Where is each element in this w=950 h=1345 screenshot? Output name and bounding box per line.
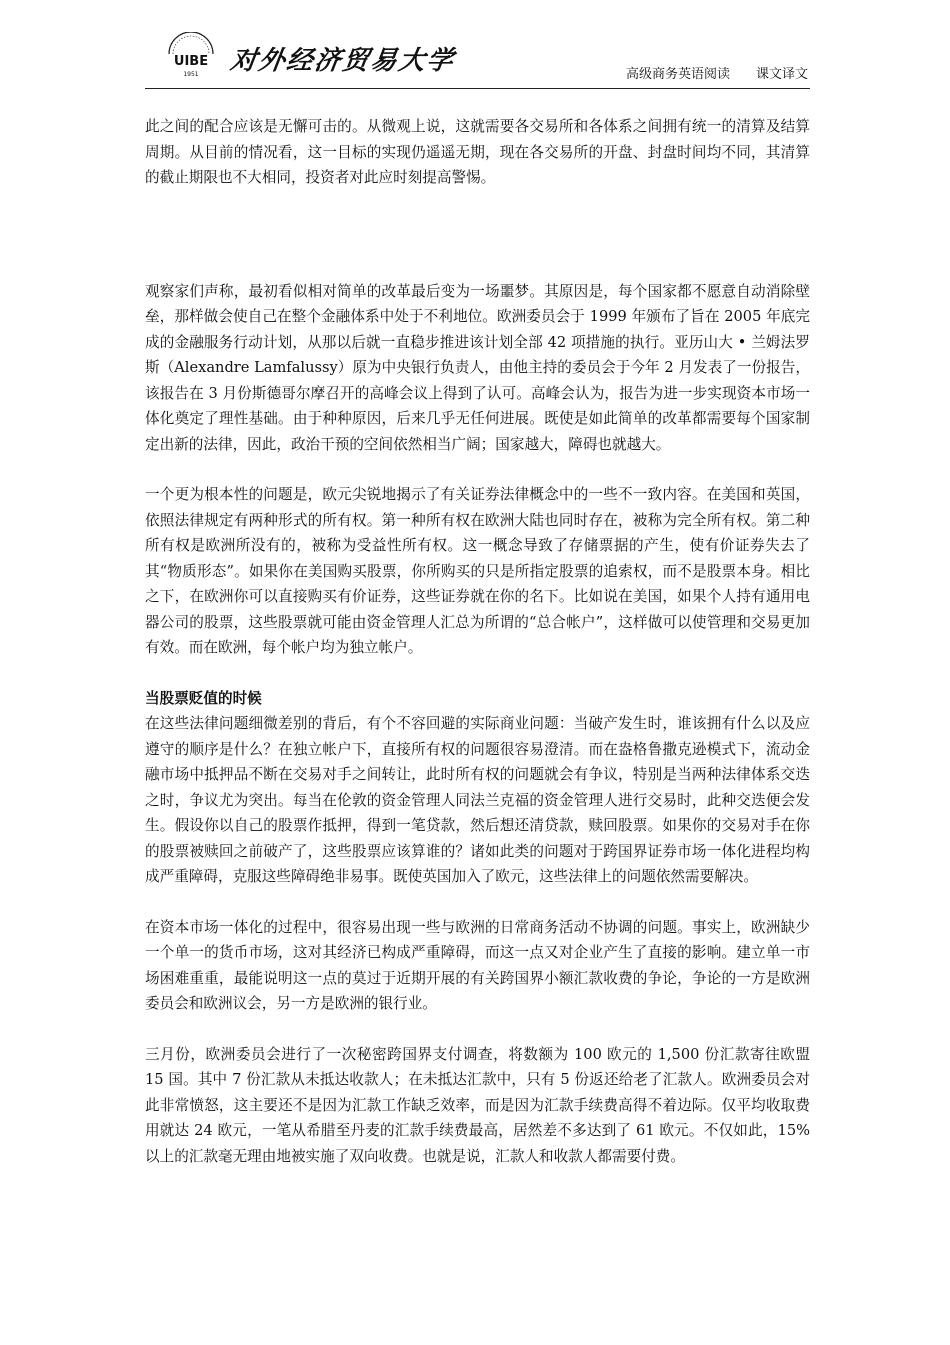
svg-text:1951: 1951 xyxy=(183,71,199,78)
section-title: 课文译文 xyxy=(755,67,808,82)
uibe-seal-icon xyxy=(163,32,219,80)
header-titles xyxy=(626,63,808,82)
paragraph-2: 观察家们声称，最初看似相对简单的改革最后变为一场噩梦。其原因是，每个国家都不愿意自动消除壁垒，那样做会使自己在整个金融体系中处于不利地位。欧洲委员会于 1999 年颁布了旨在 2005 年底完成的金融服务行动计划，从那以后就一直稳步推进该计划全部 42 项措施的执行。亚历山大 • 兰姆法罗斯（Alexandre Lamfalussy）原为中央银行负责人，由他主持的委员会于今年 2 月发表了一份报告，该报告在 3 月份斯德哥尔摩召开的高峰会议上得到了认可。高峰会认为，报告为进一步实现资本市场一体化奠定了理性基础。由于种种原因，后来几乎无任何进展。既使是如此简单的改革都需要每个国家制定出新的法律，因此，政治干预的空间依然相当广阔；国家越大，障碍也就越大。 xyxy=(145,282,810,453)
paragraph-4: 在这些法律问题细微差别的背后，有个不容回避的实际商业问题：当破产发生时，谁该拥有什么以及应遵守的顺序是什么？在独立帐户下，直接所有权的问题很容易澄清。而在盎格鲁撒克逊模式下，流动金融市场中抵押品不断在交易对手之间转让，此时所有权的问题就会有争议，特别是当两种法律体系交迭之时，争议尤为突出。每当在伦敦的资金管理人同法兰克福的资金管理人进行交易时，此种交迭便会发生。假设你以自己的股票作抵押，得到一笔贷款，然后想还清贷款，赎回股票。如果你的交易对手在你的股票被赎回之前破产了，这些股票应该算谁的？诸如此类的问题对于跨国界证券市场一体化进程均构成严重障碍，克服这些障碍绝非易事。既使英国加入了欧元，这些法律上的问题依然需要解决。 xyxy=(145,715,810,885)
paragraph-3: 一个更为根本性的问题是，欧元尖锐地揭示了有关证券法律概念中的一些不一致内容。在美国和英国，依照法律规定有两种形式的所有权。第一种所有权在欧洲大陆也同时存在，被称为完全所有权。第二种所有权是欧洲所没有的，被称为受益性所有权。这一概念导致了存储票据的产生，使有价证券失去了其“物质形态”。如果你在美国购买股票，你所购买的只是所指定股票的追索权，而不是股票本身。相比之下，在欧洲你可以直接购买有价证券，这些证券就在你的名下。比如说在美国，如果个人持有通用电器公司的股票，这些股票就可能由资金管理人汇总为所谓的“总合帐户”，这样做可以使管理和交易更加有效。而在欧洲，每个帐户均为独立帐户。 xyxy=(145,486,810,656)
university-logo xyxy=(163,32,457,80)
paragraph-5: 在资本市场一体化的过程中，很容易出现一些与欧洲的日常商务活动不协调的问题。事实上，欧洲缺少一个单一的货币市场，这对其经济已构成严重障碍，而这一点又对企业产生了直接的影响。建立单一市场困难重重，最能说明这一点的莫过于近期开展的有关跨国界小额汇款收费的争论，争论的一方是欧洲委员会和欧洲议会，另一方是欧洲的银行业。 xyxy=(145,918,810,1012)
page-header xyxy=(145,30,810,89)
paragraph-6: 三月份，欧洲委员会进行了一次秘密跨国界支付调查，将数额为 100 欧元的 1,500 份汇款寄往欧盟 15 国。其中 7 份汇款从未抵达收款人；在未抵达汇款中，只有 5 份返还给老了汇款人。欧洲委员会对此非常愤怒，这主要还不是因为汇款工作缺乏效率，而是因为汇款手续费高得不着边际。仅平均收取费用就达 24 欧元，一笔从希腊至丹麦的汇款手续费最高，居然差不多达到了 61 欧元。不仅如此，15%以上的汇款毫无理由地被实施了双向收费。也就是说，汇款人和收款人都需要付费。 xyxy=(145,1045,810,1165)
section-heading: 当股票贬值的时候 xyxy=(145,689,262,707)
course-title: 高级商务英语阅读 xyxy=(625,67,730,82)
svg-text:UIBE: UIBE xyxy=(173,54,209,69)
university-name: 对外经济贸易大学 xyxy=(228,46,457,76)
paragraph-1: 此之间的配合应该是无懈可击的。从微观上说，这就需要各交易所和各体系之间拥有统一的清算及结算周期。从目前的情况看，这一目标的实现仍遥遥无期，现在各交易所的开盘、封盘时间均不同，其清算的截止期限也不大相同，投资者对此应时刻提高警惕。 xyxy=(145,118,810,186)
article-body xyxy=(145,114,810,1169)
